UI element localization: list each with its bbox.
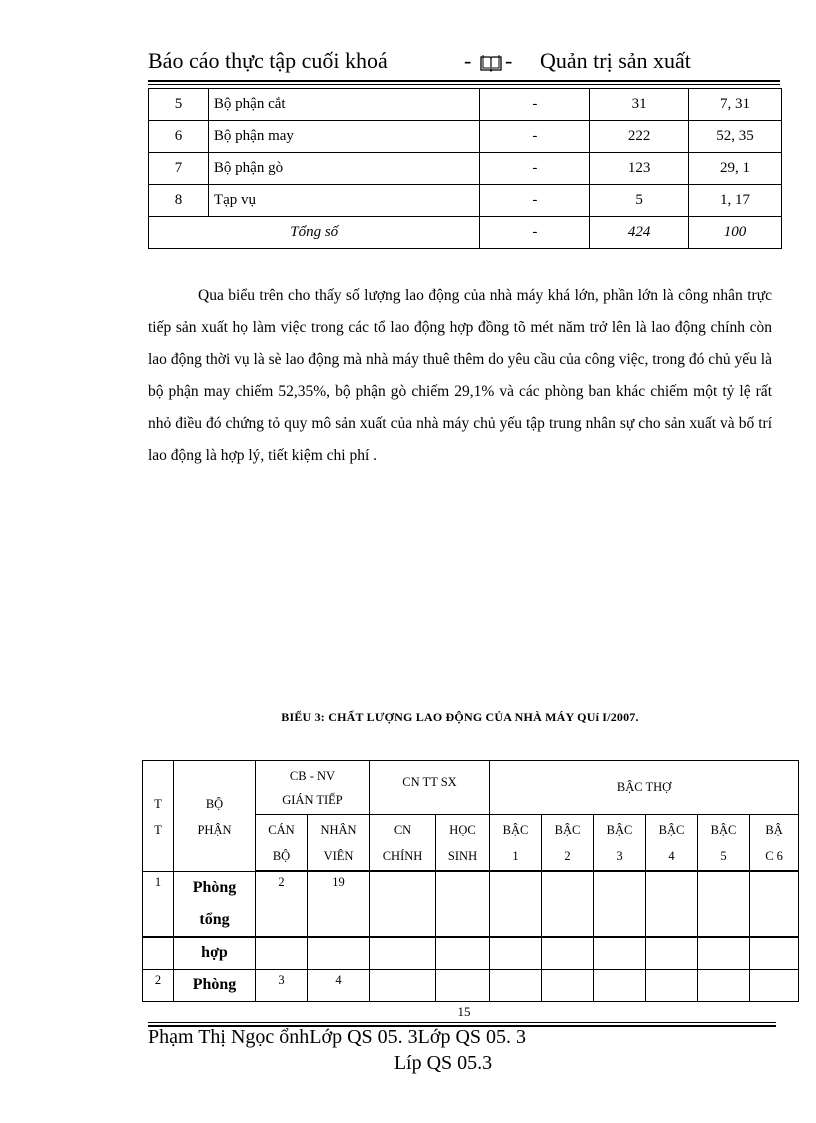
empty-cell <box>646 872 698 938</box>
department-name: Tạp vụ <box>208 185 480 217</box>
staff-header <box>308 815 370 871</box>
header-rule <box>148 80 780 82</box>
apprentice-header <box>436 815 490 871</box>
department-name-line1: Phòng <box>192 879 237 896</box>
table-row <box>143 937 799 969</box>
header-report-title: Báo cáo thực tập cuối khoá <box>148 48 388 73</box>
dash-cell: - <box>480 153 590 185</box>
cadre-count: 3 <box>256 969 308 1001</box>
direct-worker-header: CN TT SX <box>370 761 490 815</box>
level-5-header <box>698 815 750 871</box>
level-2-header-line2: 2 <box>564 848 571 863</box>
level-1-header <box>490 815 542 871</box>
page-header <box>148 48 780 78</box>
empty-cell <box>646 969 698 1001</box>
labor-count-table <box>148 88 782 249</box>
percentage: 1, 17 <box>689 185 782 217</box>
empty-cell <box>698 969 750 1001</box>
staff-count: 19 <box>308 872 370 938</box>
level-4-header <box>646 815 698 871</box>
percentage: 29, 1 <box>689 153 782 185</box>
dash-cell: - <box>480 121 590 153</box>
empty-cell <box>436 872 490 938</box>
total-count: 424 <box>590 217 689 249</box>
footer-author-class: Phạm Thị Ngọc ổnhLớp QS 05. 3Lớp QS 05. 3 <box>148 1026 527 1048</box>
empty-cell <box>370 969 436 1001</box>
empty-cell <box>750 969 799 1001</box>
apprentice-header-line1: HỌC <box>449 822 476 837</box>
department-header-line1: BỘ <box>205 797 224 811</box>
level-2-header-line1: BẬC <box>554 822 581 837</box>
header-separator-right: - <box>505 48 513 73</box>
level-2-header <box>542 815 594 871</box>
table-title: BIỂU 3: CHẤT LƯỢNG LAO ĐỘNG CỦA NHÀ MÁY QUí I/2007. <box>281 710 639 724</box>
book-icon <box>480 50 502 76</box>
table-row <box>149 121 782 153</box>
empty-cell <box>370 937 436 969</box>
empty-cell <box>750 872 799 938</box>
department-name: Phòng <box>174 969 256 1001</box>
main-worker-header <box>370 815 436 871</box>
empty-cell <box>698 872 750 938</box>
tt-header-line2: T <box>154 823 162 837</box>
empty-cell <box>542 969 594 1001</box>
level-6-header-line1: BẬ <box>765 822 783 837</box>
row-number: 8 <box>149 185 209 217</box>
cadre-header-line1: CÁN <box>268 822 295 837</box>
main-worker-header-line1: CN <box>393 822 412 837</box>
total-row <box>149 217 782 249</box>
skill-level-header: BẬC THỢ <box>490 761 799 815</box>
level-6-header-line2: C 6 <box>765 848 783 863</box>
tt-header-line1: T <box>154 797 162 811</box>
row-number: 1 <box>143 872 174 938</box>
indirect-staff-line2: GIÁN TIẾP <box>282 792 343 807</box>
percentage: 52, 35 <box>689 121 782 153</box>
empty-cell <box>594 872 646 938</box>
table-row <box>149 153 782 185</box>
level-3-header-line2: 3 <box>616 848 623 863</box>
worker-count: 31 <box>590 89 689 121</box>
indirect-staff-line1: CB - NV <box>289 768 336 783</box>
department-name-continued: hợp <box>174 937 256 969</box>
footer-class: Líp QS 05.3 <box>393 1052 493 1074</box>
dash-cell: - <box>480 217 590 249</box>
staff-header-line2: VIÊN <box>323 848 354 863</box>
header-rule-thin <box>148 84 780 85</box>
row-number: 6 <box>149 121 209 153</box>
apprentice-header-line2: SINH <box>447 848 478 863</box>
empty-cell <box>542 937 594 969</box>
col-tt-header <box>143 761 174 872</box>
staff-header-line1: NHÂN <box>320 822 357 837</box>
row-number: 7 <box>149 153 209 185</box>
empty-cell <box>370 872 436 938</box>
empty-cell <box>490 969 542 1001</box>
cadre-header-line2: BỘ <box>272 848 291 863</box>
page-number: 15 <box>457 1004 471 1019</box>
header-row-1 <box>143 761 799 815</box>
level-1-header-line1: BẬC <box>502 822 529 837</box>
empty-cell <box>646 937 698 969</box>
empty-cell <box>436 937 490 969</box>
analysis-paragraph <box>148 280 772 472</box>
empty-cell <box>256 937 308 969</box>
labor-quality-table <box>142 760 799 1002</box>
main-worker-header-line2: CHÍNH <box>382 848 423 863</box>
level-1-header-line2: 1 <box>512 848 519 863</box>
level-4-header-line2: 4 <box>668 848 675 863</box>
empty-cell <box>542 872 594 938</box>
empty-cell <box>143 937 174 969</box>
empty-cell <box>490 872 542 938</box>
empty-cell <box>750 937 799 969</box>
dash-cell: - <box>480 185 590 217</box>
level-3-header-line1: BẬC <box>606 822 633 837</box>
empty-cell <box>436 969 490 1001</box>
department-name: Bộ phận may <box>208 121 480 153</box>
department-name <box>174 872 256 938</box>
department-name-line2: tổng <box>199 911 230 928</box>
table-row <box>149 185 782 217</box>
percentage: 7, 31 <box>689 89 782 121</box>
paragraph-text: Qua biểu trên cho thấy số lượng lao động của nhà máy khá lớn, phần lớn là công nhân trực tiếp sản xuất họ làm việc trong các tổ lao động hợp đồng tõ mét năm trở lên là lao động chính còn lao động thời vụ là sè lao động mà nhà máy thuê thêm do yêu cầu của công việc, trong đó chủ yếu là bộ phận may chiếm 52,35%, bộ phận gò chiếm 29,1% và các phòng ban khác chiếm một tỷ lệ rất nhỏ điều đó chứng tỏ quy mô sản xuất của nhà máy chủ yếu tập trung nhân sự cho sản xuất và bố trí lao động là hợp lý, tiết kiệm chi phí . <box>148 287 772 464</box>
header-separator-left: - <box>464 48 472 73</box>
level-5-header-line1: BẬC <box>710 822 737 837</box>
department-header-line2: PHẬN <box>197 823 232 837</box>
department-name: Bộ phận gò <box>208 153 480 185</box>
table-row <box>143 969 799 1001</box>
level-5-header-line2: 5 <box>720 848 727 863</box>
level-6-header <box>750 815 799 871</box>
cadre-header <box>256 815 308 871</box>
empty-cell <box>594 969 646 1001</box>
empty-cell <box>594 937 646 969</box>
header-subject: Quản trị sản xuất <box>540 48 691 73</box>
row-number: 5 <box>149 89 209 121</box>
total-label: Tổng số <box>149 217 480 249</box>
table-row <box>149 89 782 121</box>
table-row <box>143 872 799 938</box>
level-3-header <box>594 815 646 871</box>
dash-cell: - <box>480 89 590 121</box>
cadre-count: 2 <box>256 872 308 938</box>
staff-count: 4 <box>308 969 370 1001</box>
col-department-header <box>174 761 256 872</box>
empty-cell <box>490 937 542 969</box>
empty-cell <box>308 937 370 969</box>
empty-cell <box>698 937 750 969</box>
level-4-header-line1: BẬC <box>658 822 685 837</box>
indirect-staff-header <box>256 761 370 815</box>
worker-count: 123 <box>590 153 689 185</box>
worker-count: 222 <box>590 121 689 153</box>
department-name: Bộ phận cắt <box>208 89 480 121</box>
total-percentage: 100 <box>689 217 782 249</box>
row-number: 2 <box>143 969 174 1001</box>
footer-rule-thin <box>148 1022 776 1023</box>
worker-count: 5 <box>590 185 689 217</box>
